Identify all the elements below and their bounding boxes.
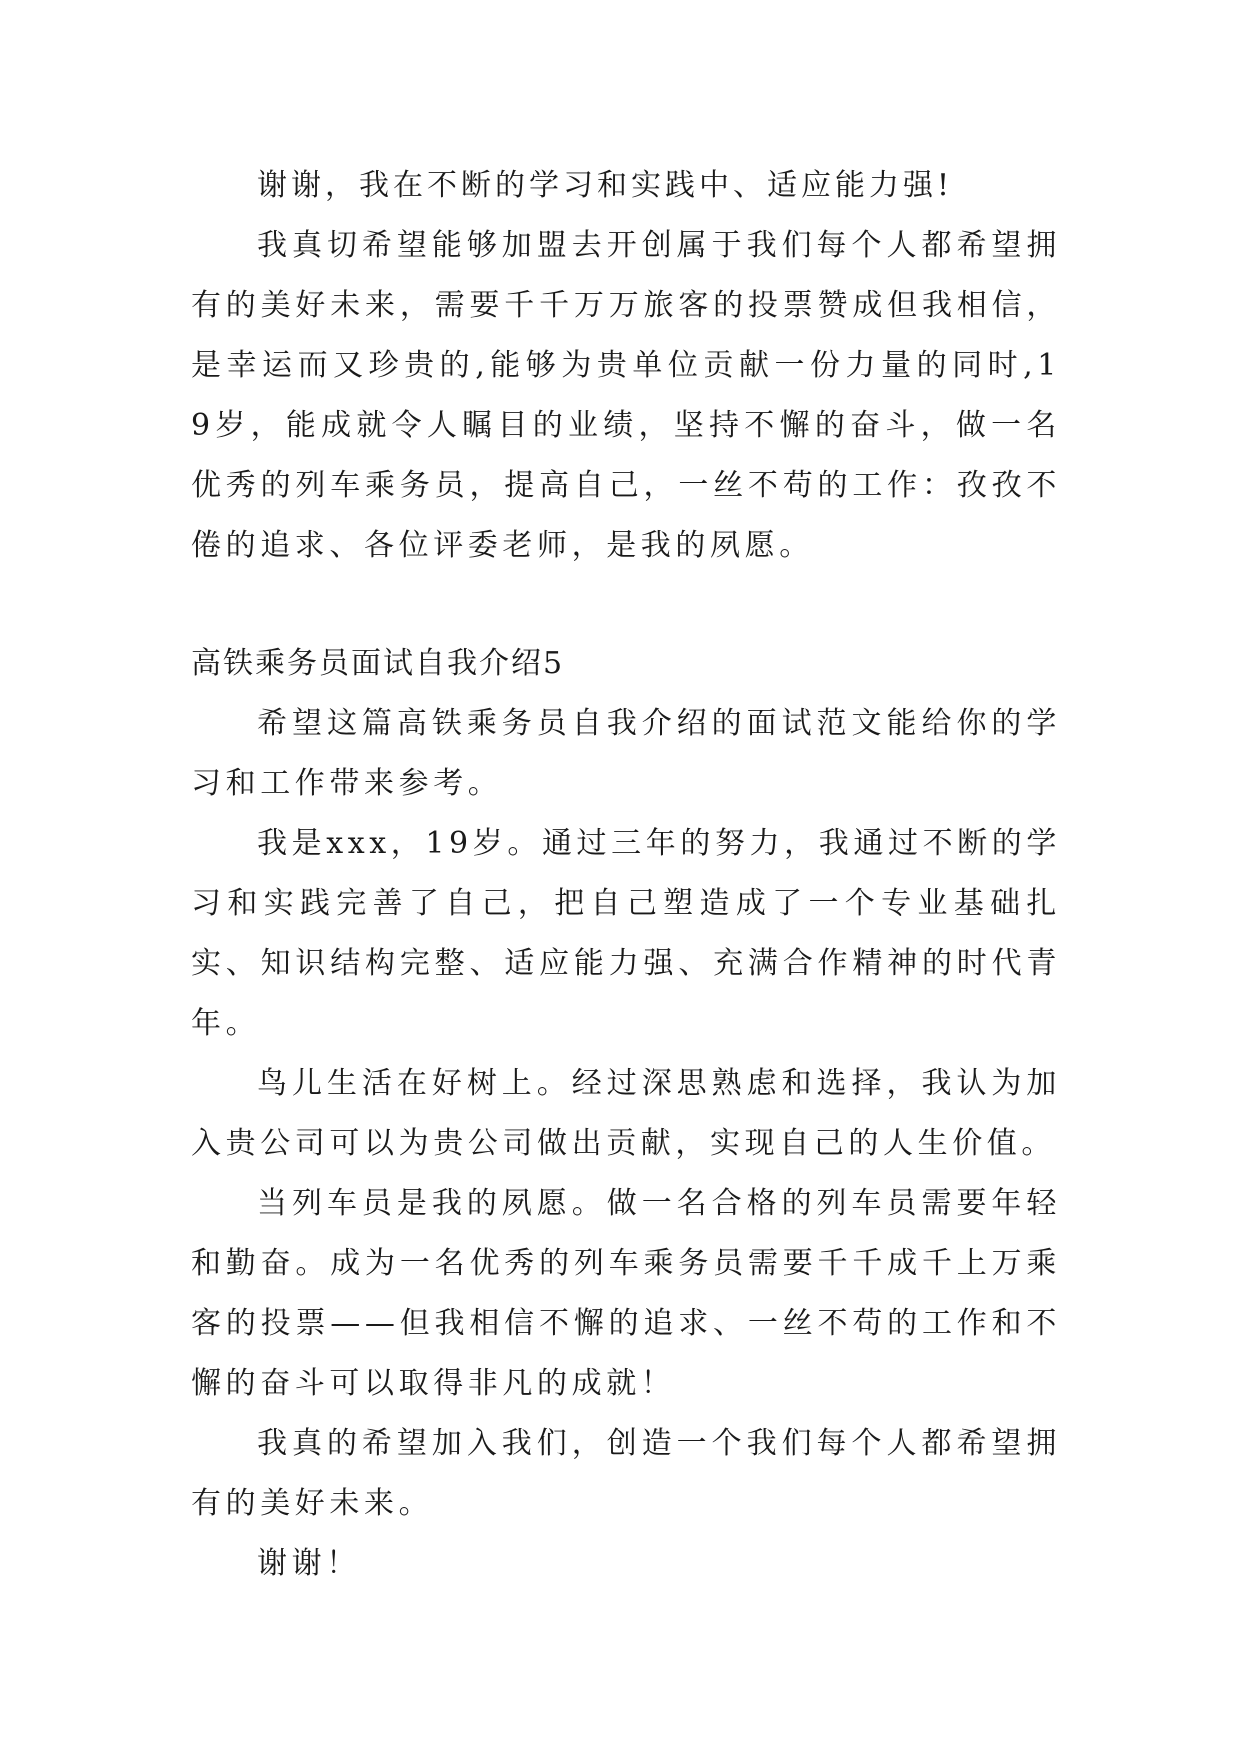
paragraph-thanks-top: 谢谢，我在不断的学习和实践中、适应能力强! [257,168,954,203]
document-body [191,156,1061,1594]
paragraph-self: 我是xxx，19岁。通过三年的努力，我通过不断的学习和实践完善了自己，把自己塑造成了一个专业基础扎实、知识结构完整、适应能力强、充满合作精神的时代青年。 [191,826,1061,1041]
paragraph-thanks-bottom: 谢谢！ [257,1546,361,1581]
section-title: 高铁乘务员面试自我介绍5 [191,646,565,681]
paragraph-aspiration: 我真切希望能够加盟去开创属于我们每个人都希望拥有的美好未来，需要千千万万旅客的投票赞成但我相信，是幸运而又珍贵的,能够为贵单位贡献一份力量的同时,19岁，能成就令人瞩目的业绩，坚持不懈的奋斗，做一名优秀的列车乘务员，提高自己，一丝不苟的工作：孜孜不倦的追求、各位评委老师，是我的夙愿。 [191,228,1061,563]
paragraph-dream: 当列车员是我的夙愿。做一名合格的列车员需要年轻和勤奋。成为一名优秀的列车乘务员需要千千成千上万乘客的投票——但我相信不懈的追求、一丝不苟的工作和不懈的奋斗可以取得非凡的成就！ [191,1186,1061,1401]
paragraph-intro: 希望这篇高铁乘务员自我介绍的面试范文能给你的学习和工作带来参考。 [191,706,1061,801]
paragraph-hope: 我真的希望加入我们，创造一个我们每个人都希望拥有的美好未来。 [191,1426,1061,1521]
paragraph-choice: 鸟儿生活在好树上。经过深思熟虑和选择，我认为加入贵公司可以为贵公司做出贡献，实现自己的人生价值。 [191,1066,1061,1161]
